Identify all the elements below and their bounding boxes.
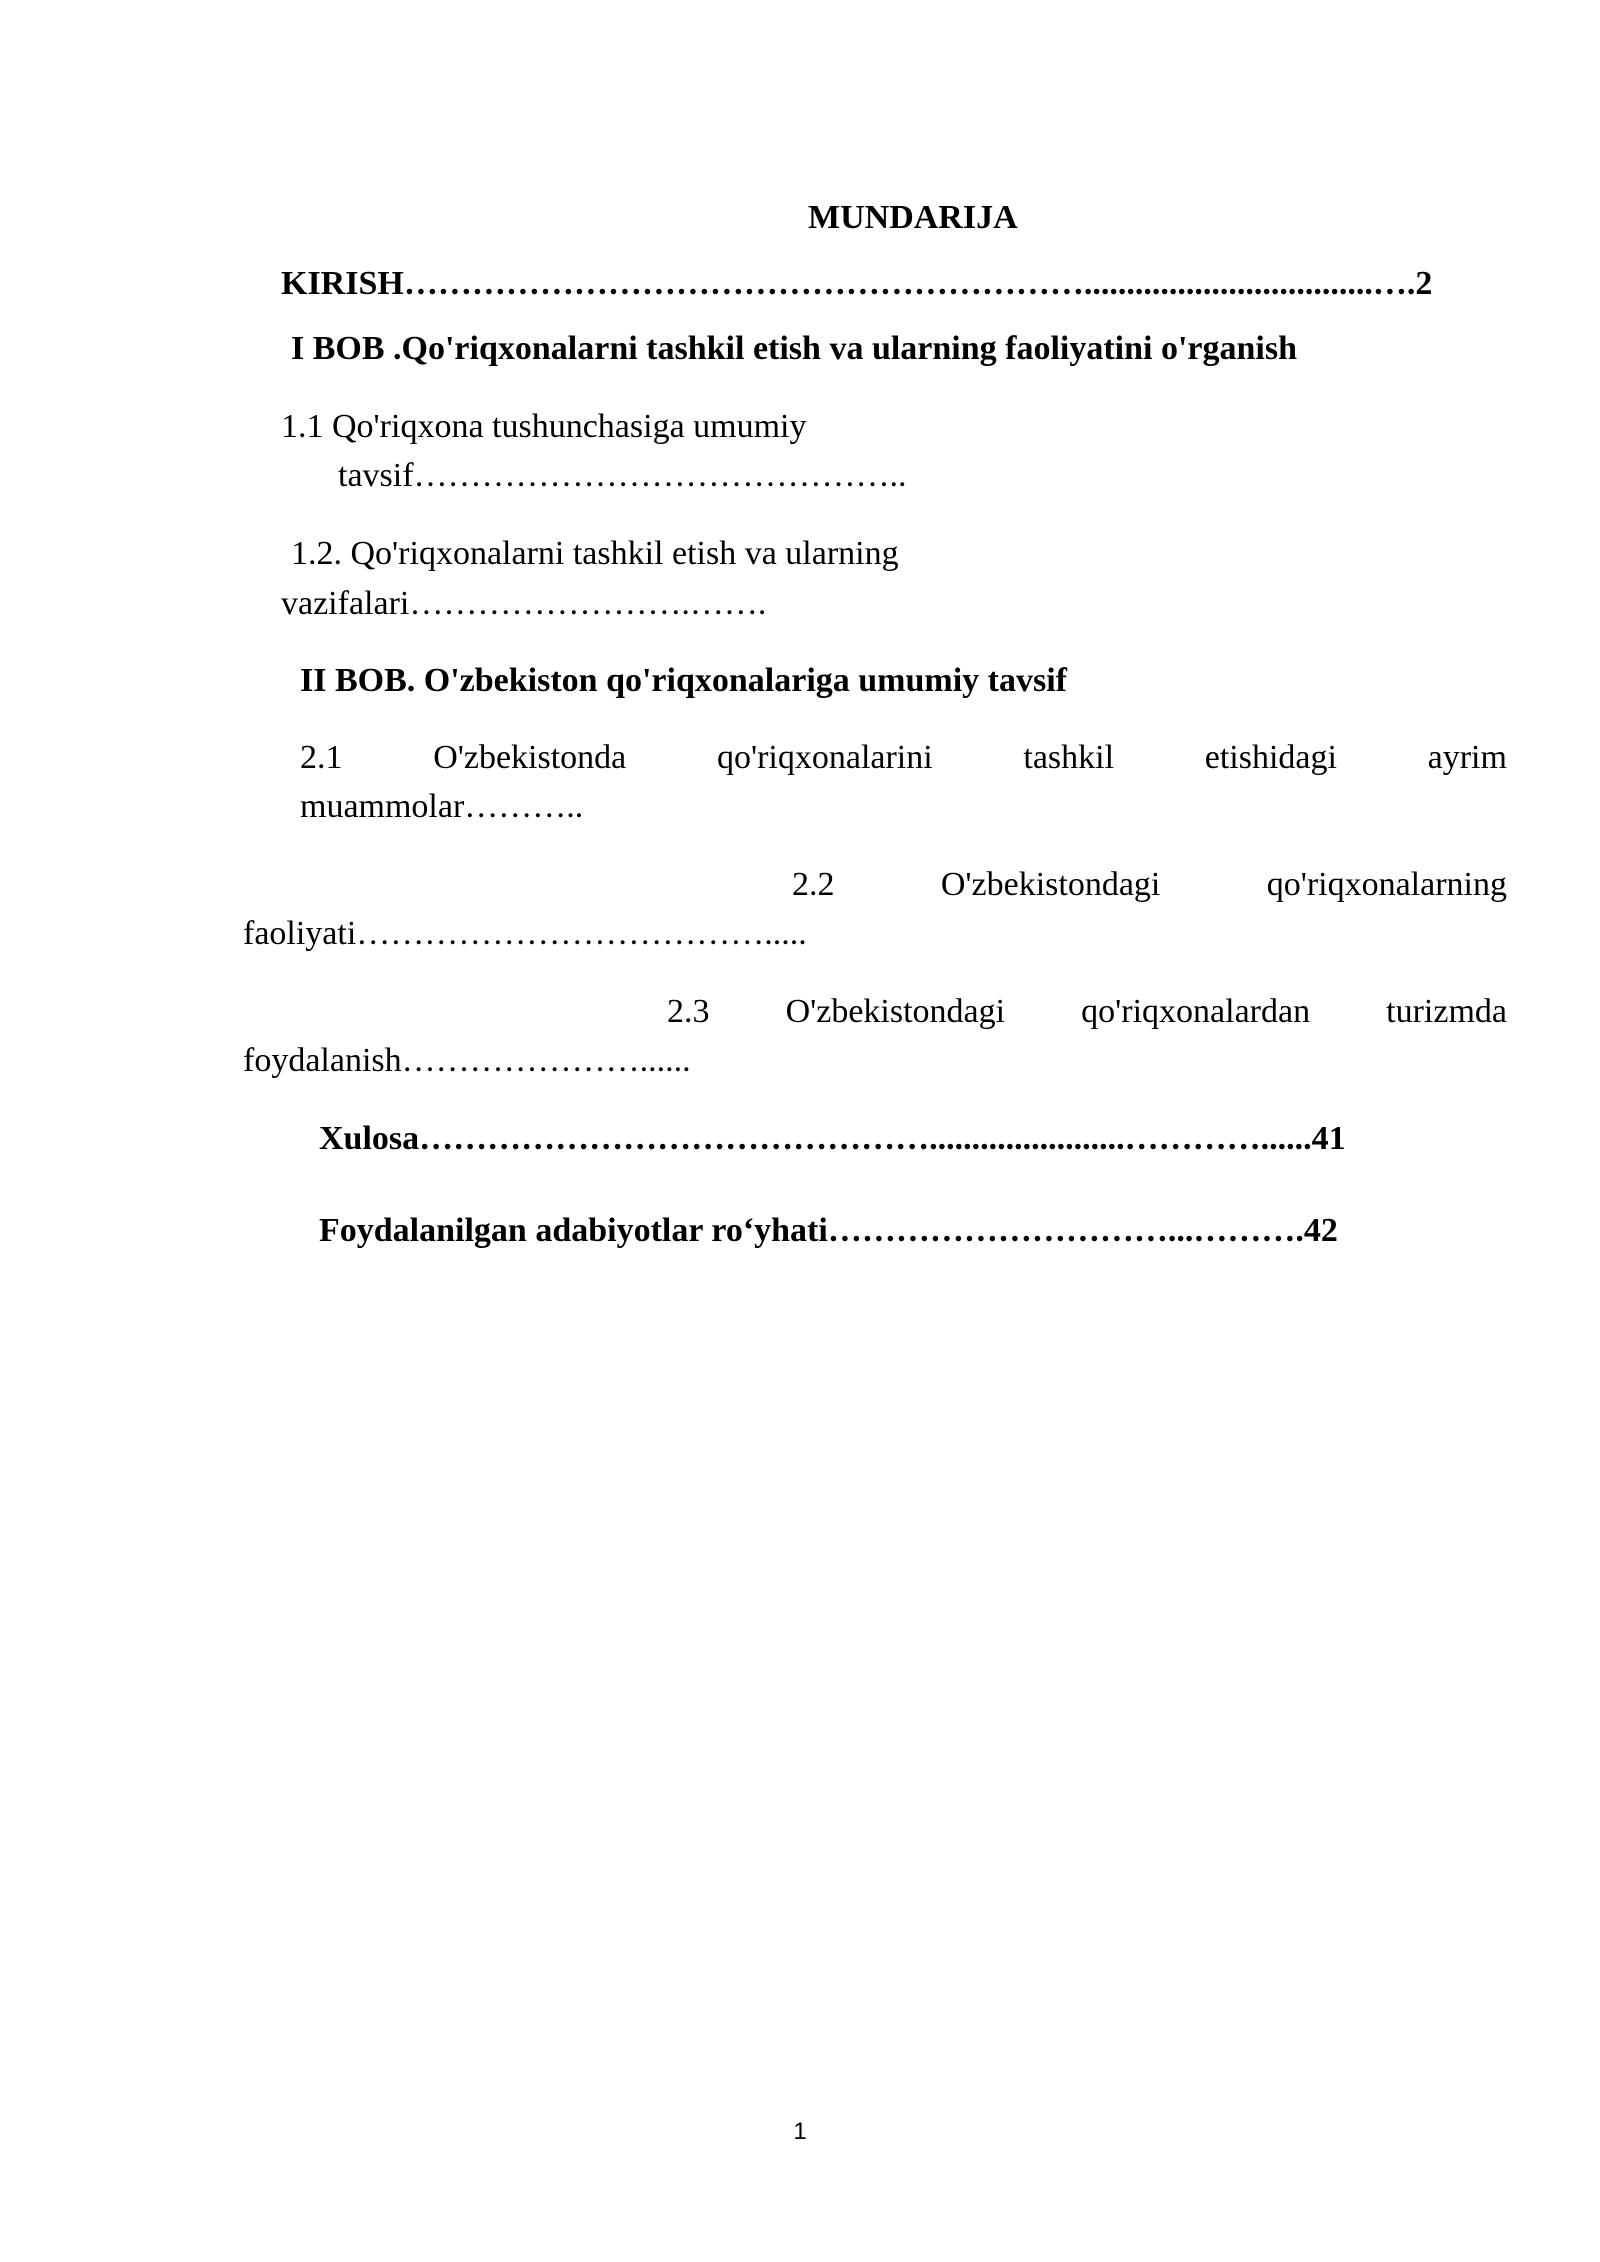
word: qo'riqxonalarini — [716, 739, 933, 776]
toc-title: MUNDARIJA — [808, 199, 1018, 236]
word: 2.1 — [300, 739, 343, 776]
toc-section-1-2-line-2: vazifalari…………………….……. — [281, 585, 767, 622]
toc-section-2-3-line-2: foydalanish…………………...... — [243, 1042, 691, 1079]
toc-section-2-1-line-1 — [300, 734, 1507, 782]
word: O'zbekistondagi — [940, 866, 1161, 903]
toc-section-1-1-line-1: 1.1 Qo'riqxona tushunchasiga umumiy — [281, 408, 807, 445]
word: 2.2 — [792, 866, 835, 903]
word: turizmda — [1386, 993, 1507, 1030]
word: O'zbekistonda — [433, 739, 627, 776]
toc-chapter-2-heading: II BOB. O'zbekiston qo'riqxonalariga umumiy tavsif — [300, 662, 1067, 699]
word: qo'riqxonalarning — [1266, 866, 1507, 903]
word: O'zbekistondagi — [785, 993, 1006, 1030]
word: ayrim — [1427, 739, 1507, 776]
toc-entry-conclusion: Xulosa……………………………………….......................…………......41 — [319, 1120, 1346, 1157]
toc-chapter-1-heading: I BOB .Qo'riqxonalarni tashkil etish va ularning faoliyatini o'rganish — [291, 330, 1298, 367]
toc-section-1-2-line-1: 1.2. Qo'riqxonalarni tashkil etish va ularning — [291, 535, 899, 572]
toc-section-2-2-line-2: faoliyati………………………………..... — [243, 915, 807, 952]
toc-entry-intro: KIRISH……………………………………………………..................................….2 — [281, 265, 1433, 302]
toc-section-2-1-line-2: muammolar……….. — [300, 788, 584, 825]
word: 2.3 — [667, 993, 710, 1030]
word: etishidagi — [1204, 739, 1337, 776]
word: tashkil — [1023, 739, 1115, 776]
toc-section-2-3-line-1 — [667, 988, 1507, 1036]
word: qo'riqxonalardan — [1081, 993, 1311, 1030]
toc-entry-references: Foydalanilgan adabiyotlar ro‘yhati…………………………...……….42 — [319, 1212, 1338, 1249]
toc-section-1-1-line-2: tavsif…………………………………….. — [338, 457, 907, 494]
page-number: 1 — [793, 2118, 807, 2145]
toc-section-2-2-line-1 — [792, 861, 1507, 909]
